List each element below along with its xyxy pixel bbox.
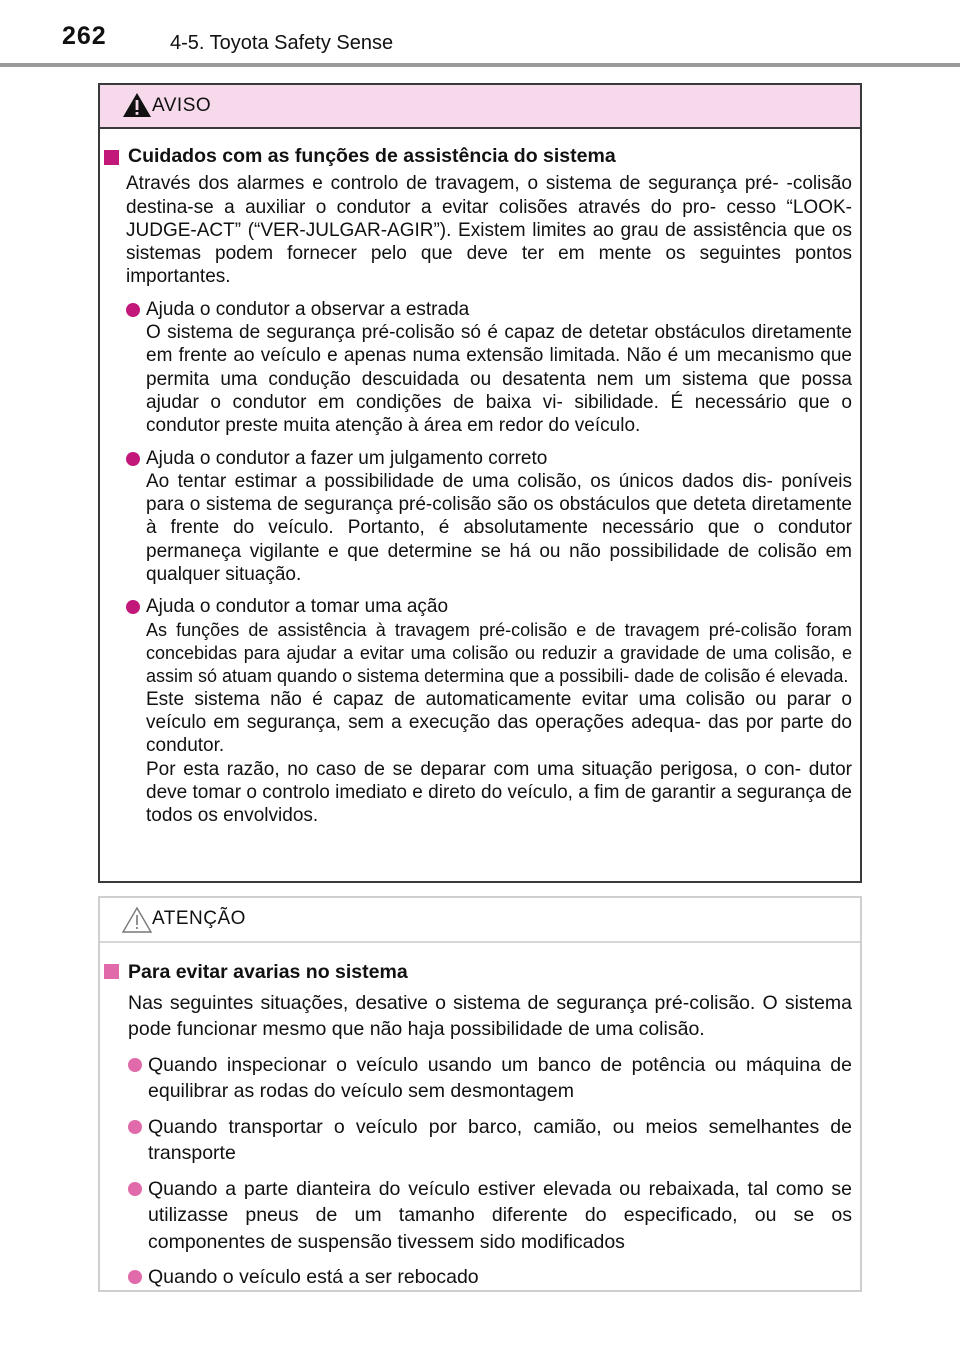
atencao-item-text: Quando o veículo está a ser rebocado xyxy=(148,1266,479,1288)
header-rule xyxy=(0,63,960,67)
aviso-item-text: Ao tentar estimar a possibilidade de uma colisão, os únicos dados dis- poníveis para o sistema de segurança pré-colisão são os obstáculos que deteta diretamente à frente do veículo. Portanto, é absolutamente necessário que o condutor permaneça vigilante e que determine se há ou não possibilidade de colisão em qualquer situação. xyxy=(146,470,852,586)
atencao-item-text: Quando transportar o veículo por barco, camião, ou meios semelhantes de transporte xyxy=(148,1115,852,1164)
round-bullet-icon xyxy=(126,600,140,614)
round-bullet-icon xyxy=(128,1270,142,1284)
aviso-box xyxy=(98,83,862,883)
aviso-item-text: As funções de assistência à travagem pré-colisão e de travagem pré-colisão foram concebidas para ajudar a evitar uma colisão ou reduzir a gravidade de uma colisão, e assim só atuam quando o sistema determina que a possibili- dade de colisão é elevada. xyxy=(146,619,852,686)
atencao-content xyxy=(100,943,860,1291)
aviso-item-text-3: Por esta razão, no caso de se deparar com uma situação perigosa, o con- dutor deve tomar o controlo imediato e direto do veículo, a fim de garantir a segurança de todos os envolvidos. xyxy=(146,758,852,827)
round-bullet-icon xyxy=(126,452,140,466)
atencao-item xyxy=(104,1264,852,1291)
square-bullet-icon xyxy=(104,964,119,979)
atencao-header xyxy=(100,898,860,943)
aviso-item-title: Ajuda o condutor a fazer um julgamento correto xyxy=(146,447,548,469)
square-bullet-icon xyxy=(104,150,119,165)
atencao-item-text: Quando a parte dianteira do veículo estiver elevada ou rebaixada, tal como se utilizasse pneus de um tamanho diferente do especificado, ou se os componentes de suspensão tivessem sido modificados xyxy=(148,1177,852,1253)
atencao-intro: Nas seguintes situações, desative o sistema de segurança pré-colisão. O sistema pode funcionar mesmo que não haja possibilidade de uma colisão. xyxy=(128,991,852,1040)
atencao-heading-text: Para evitar avarias no sistema xyxy=(128,961,408,983)
aviso-item xyxy=(104,595,852,827)
atencao-item-text: Quando inspecionar o veículo usando um banco de potência ou máquina de equilibrar as rodas do veículo sem desmontagem xyxy=(148,1053,852,1102)
round-bullet-icon xyxy=(128,1120,142,1134)
atencao-item xyxy=(104,1052,852,1105)
aviso-item-text: O sistema de segurança pré-colisão só é capaz de detetar obstáculos diretamente em frente ao veículo e apenas numa extensão limitada. Não é um mecanismo que permita uma condução descuidada ou desatenta nem um sistema que possa ajudar o condutor em condições de baixa vi- sibilidade. É necessário que o condutor preste muita atenção à área em redor do veículo. xyxy=(146,322,852,437)
caution-triangle-icon xyxy=(122,906,152,934)
aviso-heading xyxy=(104,145,852,168)
round-bullet-icon xyxy=(128,1182,142,1196)
aviso-header xyxy=(100,85,860,129)
section-title: 4-5. Toyota Safety Sense xyxy=(170,32,394,54)
aviso-label: AVISO xyxy=(152,95,212,116)
atencao-box xyxy=(98,896,862,1292)
aviso-item xyxy=(104,298,852,438)
aviso-item-title: Ajuda o condutor a observar a estrada xyxy=(146,298,470,320)
aviso-heading-text: Cuidados com as funções de assistência do sistema xyxy=(128,145,616,167)
atencao-label: ATENÇÃO xyxy=(152,908,246,929)
aviso-content xyxy=(100,129,860,827)
page-number: 262 xyxy=(62,22,107,50)
round-bullet-icon xyxy=(126,303,140,317)
page-header xyxy=(0,0,960,64)
atencao-item xyxy=(104,1176,852,1256)
aviso-item-title: Ajuda o condutor a tomar uma ação xyxy=(146,596,449,618)
atencao-item xyxy=(104,1114,852,1167)
warning-triangle-icon xyxy=(122,91,152,119)
round-bullet-icon xyxy=(128,1058,142,1072)
atencao-heading xyxy=(104,959,852,986)
aviso-item-text-2: Este sistema não é capaz de automaticamente evitar uma colisão ou parar o veículo em segurança, sem a execução das operações adequa- das por parte do condutor. xyxy=(146,688,852,757)
aviso-intro: Através dos alarmes e controlo de travagem, o sistema de segurança pré- -colisão destina-se a auxiliar o condutor a evitar colisões através do pro- cesso “LOOK-JUDGE-ACT” (“VER-JULGAR-AGIR”). Existem limites ao grau de assistência que os sistemas podem fornecer pelo que deve ter em mente os seguintes pontos importantes. xyxy=(126,173,852,288)
aviso-item xyxy=(104,447,852,587)
